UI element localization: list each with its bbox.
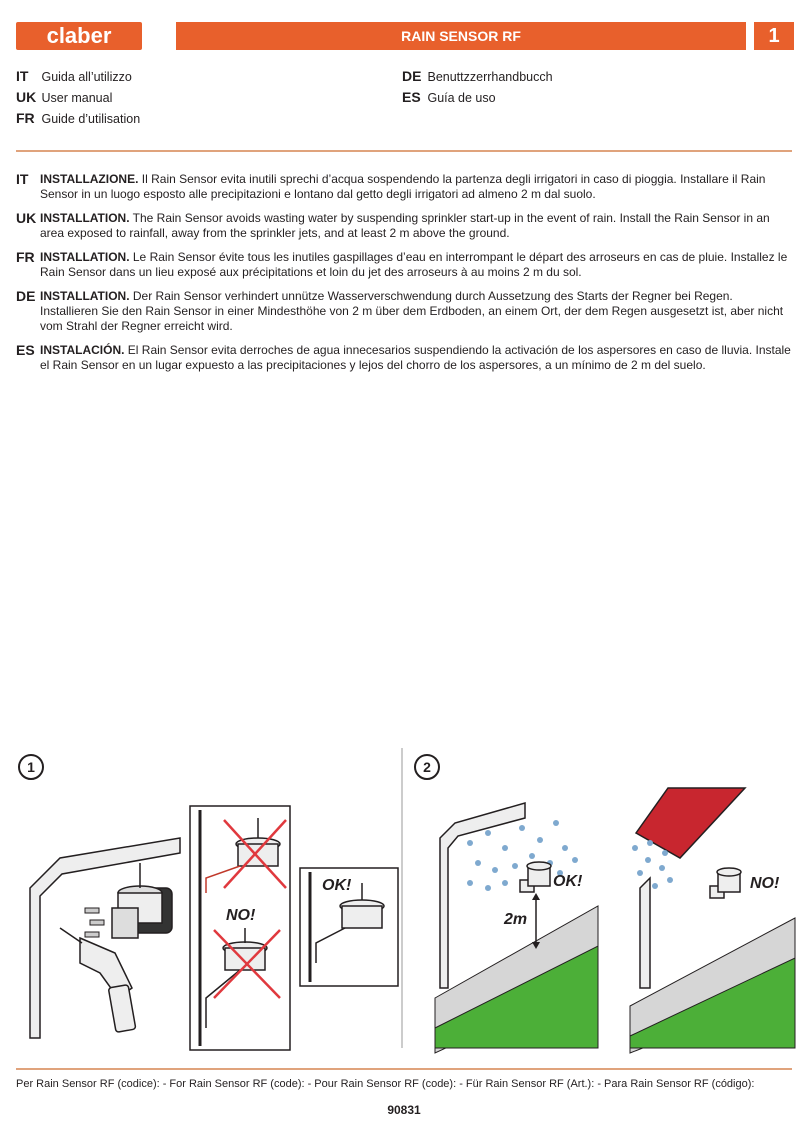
section-language-code: FR xyxy=(16,249,35,265)
figures-area xyxy=(0,748,808,1068)
manual-item xyxy=(16,108,140,129)
section-title: INSTALLAZIONE. xyxy=(40,172,139,186)
ok-label: OK! xyxy=(322,877,352,894)
manual-item xyxy=(402,66,553,87)
section-title: INSTALLATION. xyxy=(40,250,130,264)
figure-2-wall-right xyxy=(640,878,650,988)
manual-item xyxy=(402,87,553,108)
manual-label: Guide d’utilisation xyxy=(41,112,141,126)
claber-logo xyxy=(16,22,146,52)
figure-illustrations xyxy=(0,748,808,1068)
height-label: 2m xyxy=(504,911,528,928)
language-code: ES xyxy=(402,89,421,105)
document-title: RAIN SENSOR RF xyxy=(401,28,521,44)
manual-label: Guía de uso xyxy=(427,91,496,105)
section-title: INSTALACIÓN. xyxy=(40,343,125,357)
product-code: 90831 xyxy=(387,1103,421,1117)
section-language-code: DE xyxy=(16,288,36,304)
footer-text: Per Rain Sensor RF (codice): - For Rain Sensor RF (code): - Pour Rain Sensor RF (code): - Für Rain Sensor RF (Art.): - Para Rain Sensor RF (código): xyxy=(16,1078,755,1090)
ground-right xyxy=(630,918,795,1053)
language-code: IT xyxy=(16,68,29,84)
section-language-code: UK xyxy=(16,210,37,226)
section-title: INSTALLATION. xyxy=(40,211,130,225)
section-uk xyxy=(16,211,792,241)
page-number-box xyxy=(754,22,794,50)
manual-list-left xyxy=(16,66,140,129)
figure-2-number: 2 xyxy=(414,754,440,780)
roof-icon xyxy=(636,788,745,858)
language-code: UK xyxy=(16,89,37,105)
screw-icons xyxy=(85,908,104,937)
section-language-code: IT xyxy=(16,171,29,187)
manual-label: Guida all’utilizzo xyxy=(41,70,132,84)
section-de xyxy=(16,289,792,334)
header-divider xyxy=(16,150,792,152)
section-title: INSTALLATION. xyxy=(40,289,130,303)
header-title-bar xyxy=(176,22,746,50)
manual-label: Benuttzzerrhandbucch xyxy=(427,70,553,84)
sensor-no-mounted xyxy=(710,868,741,898)
section-language-code: ES xyxy=(16,342,35,358)
logo-text: claber xyxy=(46,23,112,48)
manual-item xyxy=(16,87,140,108)
footer-divider xyxy=(16,1068,792,1070)
section-text: Der Rain Sensor verhindert unnütze Wasserverschwendung durch Aussetzung des Starts der Regner bei Regen. Installieren Sie den Rain Sensor in einer Mindesthöhe von 2 m über dem Erdboden, an einem Ort, der dem Regen ausgesetzt ist, aber nicht vom Strahl der Regner erreicht wird. xyxy=(40,289,784,333)
language-code: DE xyxy=(402,68,422,84)
no-label: NO! xyxy=(750,875,780,892)
figure-1-number: 1 xyxy=(18,754,44,780)
manual-list-right xyxy=(402,66,553,108)
section-fr xyxy=(16,250,792,280)
ground-left xyxy=(435,906,598,1053)
section-text: Le Rain Sensor évite tous les inutiles gaspillages d’eau en interrompant le départ des arroseurs en cas de pluie. Installez le Rain Sensor dans un lieu exposé aux précipitations et loin du jet des arroseurs à au moins 2 m du sol. xyxy=(40,250,788,279)
ok-label: OK! xyxy=(553,873,583,890)
section-text: The Rain Sensor avoids wasting water by suspending sprinkler start-up in the event of rain. Install the Rain Sensor in an area exposed to rainfall, away from the sprinkler jets, and at least 2 m above the ground. xyxy=(40,211,770,240)
sensor-ok-mounted xyxy=(520,862,551,892)
section-it xyxy=(16,172,792,202)
section-text: El Rain Sensor evita derroches de agua innecesarios suspendiendo la activación de los aspersores en caso de lluvia. Instale el Rain Sensor en un lugar expuesto a las precipitaciones y lejos del chorro de los aspersores, a un mínimo de 2 m del suelo. xyxy=(40,343,791,372)
language-code: FR xyxy=(16,110,35,126)
manual-label: User manual xyxy=(41,91,113,105)
figure-1-wall xyxy=(30,838,180,1038)
page-number: 1 xyxy=(768,24,780,47)
manual-item xyxy=(16,66,140,87)
section-es xyxy=(16,343,792,373)
no-label: NO! xyxy=(226,907,256,924)
installation-sections xyxy=(16,172,792,382)
sensor-icon xyxy=(112,863,172,938)
drill-icon xyxy=(60,928,136,1032)
section-text: Il Rain Sensor evita inutili sprechi d’acqua sospendendo la partenza degli irrigatori in caso di pioggia. Installare il Rain Sensor in un luogo esposto alle precipitazioni e lontano dal getto degli irrigatori ad almeno 2 m dal suolo. xyxy=(40,172,766,201)
